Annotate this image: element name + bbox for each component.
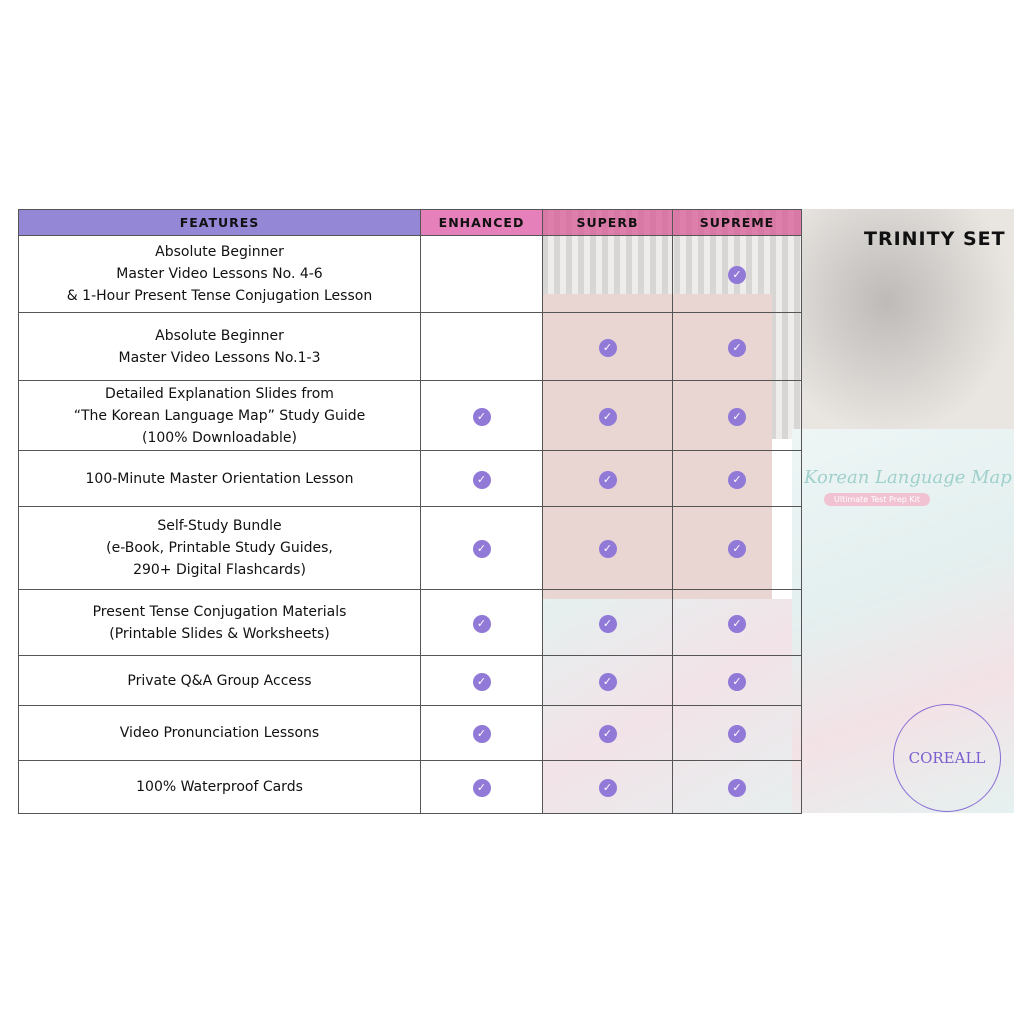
feature-cell xyxy=(19,656,421,706)
supreme-cell xyxy=(673,761,802,814)
check-icon: ✓ xyxy=(473,673,491,691)
feature-text: 100-Minute Master Orientation Lesson xyxy=(85,470,354,487)
feature-text: Master Video Lessons No. 4-6 xyxy=(116,266,323,282)
table-row xyxy=(19,313,802,381)
table-row xyxy=(19,451,802,507)
enhanced-cell xyxy=(421,656,543,706)
supreme-cell xyxy=(673,381,802,451)
check-icon: ✓ xyxy=(473,471,491,489)
header-enhanced: ENHANCED xyxy=(421,210,543,236)
feature-text: 100% Waterproof Cards xyxy=(136,779,303,795)
check-icon: ✓ xyxy=(599,615,617,633)
check-icon: ✓ xyxy=(473,779,491,797)
table-row xyxy=(19,236,802,313)
check-icon: ✓ xyxy=(728,725,746,743)
feature-text: & 1-Hour Present Tense Conjugation Lesson xyxy=(66,288,373,304)
superb-cell xyxy=(543,590,673,656)
table-row xyxy=(19,507,802,590)
feature-text: (100% Downloadable) xyxy=(142,429,297,446)
superb-cell xyxy=(543,451,673,507)
enhanced-cell xyxy=(421,313,543,381)
feature-cell xyxy=(19,236,421,313)
check-icon: ✓ xyxy=(728,615,746,633)
product-subtitle: Ultimate Test Prep Kit xyxy=(824,493,930,506)
feature-text: Absolute Beginner xyxy=(155,327,284,344)
check-icon: ✓ xyxy=(599,725,617,743)
feature-text: Master Video Lessons No.1-3 xyxy=(118,349,321,366)
superb-cell xyxy=(543,381,673,451)
check-icon: ✓ xyxy=(728,779,746,797)
feature-text: (Printable Slides & Worksheets) xyxy=(109,625,330,642)
table-row xyxy=(19,761,802,814)
check-icon: ✓ xyxy=(599,779,617,797)
check-icon: ✓ xyxy=(599,408,617,426)
feature-text: Video Pronunciation Lessons xyxy=(119,725,320,741)
enhanced-cell xyxy=(421,507,543,590)
check-icon: ✓ xyxy=(599,540,617,558)
feature-cell xyxy=(19,313,421,381)
check-icon: ✓ xyxy=(728,408,746,426)
supreme-cell xyxy=(673,236,802,313)
check-icon: ✓ xyxy=(599,471,617,489)
feature-text: Detailed Explanation Slides from xyxy=(105,385,334,402)
feature-text: Present Tense Conjugation Materials xyxy=(92,603,347,620)
table-row xyxy=(19,706,802,761)
supreme-cell xyxy=(673,313,802,381)
check-icon: ✓ xyxy=(473,725,491,743)
superb-cell xyxy=(543,236,673,313)
product-title: Korean Language Map xyxy=(804,467,1012,488)
coreall-logo: COREALL xyxy=(893,704,1001,812)
check-icon: ✓ xyxy=(728,339,746,357)
feature-cell xyxy=(19,761,421,814)
superb-cell xyxy=(543,313,673,381)
check-icon: ✓ xyxy=(728,673,746,691)
check-icon: ✓ xyxy=(473,408,491,426)
feature-text: “The Korean Language Map” Study Guide xyxy=(73,407,366,424)
feature-text: Absolute Beginner xyxy=(155,244,284,260)
enhanced-cell xyxy=(421,381,543,451)
check-icon: ✓ xyxy=(599,673,617,691)
supreme-cell xyxy=(673,656,802,706)
feature-text: (e-Book, Printable Study Guides, xyxy=(106,540,333,556)
superb-cell xyxy=(543,507,673,590)
check-icon: ✓ xyxy=(473,540,491,558)
feature-text: Self-Study Bundle xyxy=(157,518,282,534)
enhanced-cell xyxy=(421,706,543,761)
check-icon: ✓ xyxy=(728,471,746,489)
feature-text: 290+ Digital Flashcards) xyxy=(133,562,306,578)
features-comparison-table xyxy=(18,209,802,814)
feature-text: Private Q&A Group Access xyxy=(127,672,312,689)
supreme-cell xyxy=(673,590,802,656)
header-supreme: SUPREME xyxy=(673,210,802,236)
enhanced-cell xyxy=(421,590,543,656)
table-row xyxy=(19,590,802,656)
check-icon: ✓ xyxy=(473,615,491,633)
trinity-set-label: TRINITY SET xyxy=(864,228,1006,250)
feature-cell xyxy=(19,507,421,590)
check-icon: ✓ xyxy=(599,339,617,357)
header-features: FEATURES xyxy=(19,210,421,236)
feature-cell xyxy=(19,590,421,656)
supreme-cell xyxy=(673,507,802,590)
header-superb: SUPERB xyxy=(543,210,673,236)
table-row xyxy=(19,656,802,706)
enhanced-cell xyxy=(421,761,543,814)
supreme-cell xyxy=(673,706,802,761)
enhanced-cell xyxy=(421,236,543,313)
check-icon: ✓ xyxy=(728,266,746,284)
superb-cell xyxy=(543,761,673,814)
superb-cell xyxy=(543,706,673,761)
supreme-cell xyxy=(673,451,802,507)
enhanced-cell xyxy=(421,451,543,507)
feature-cell xyxy=(19,381,421,451)
feature-cell xyxy=(19,451,421,507)
superb-cell xyxy=(543,656,673,706)
table-row xyxy=(19,381,802,451)
check-icon: ✓ xyxy=(728,540,746,558)
feature-cell xyxy=(19,706,421,761)
